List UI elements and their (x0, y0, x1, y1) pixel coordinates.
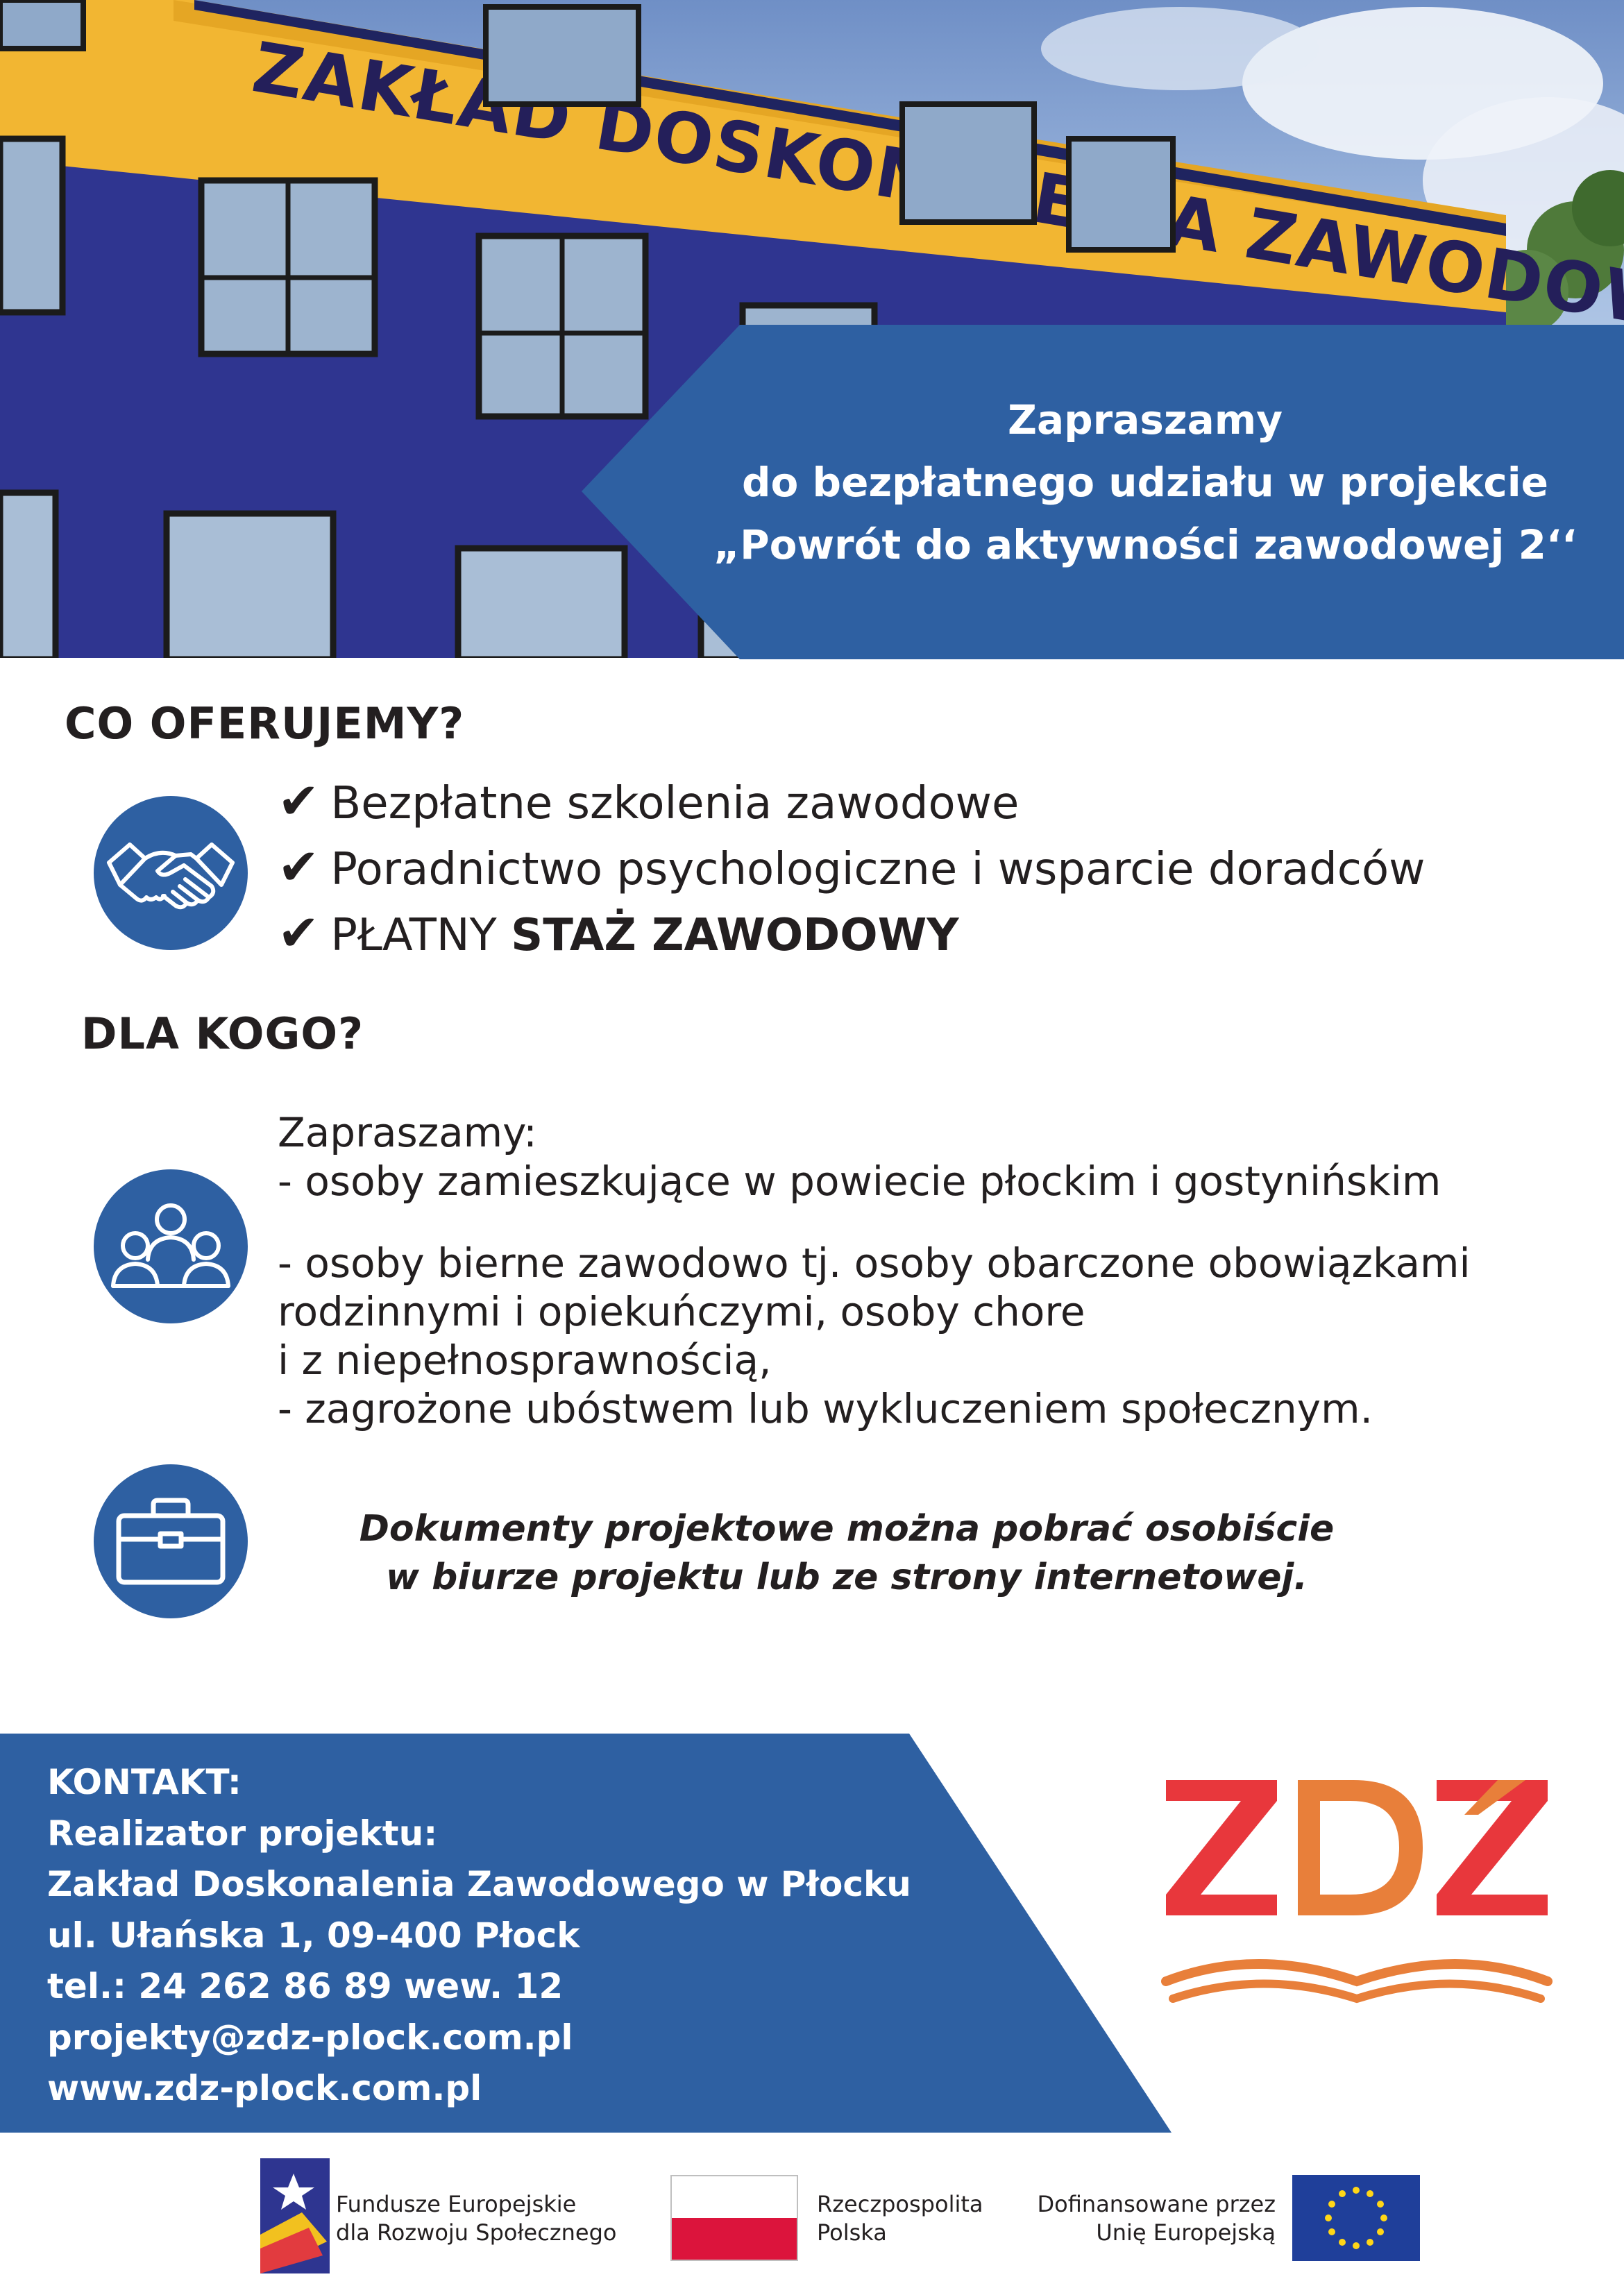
offer-heading: CO OFERUJEMY? (65, 698, 465, 749)
contact-phone[interactable]: tel.: 24 262 86 89 wew. 12 (47, 1966, 564, 2006)
fe-line-1: Fundusze Europejskie (336, 2191, 577, 2217)
handshake-icon (94, 796, 248, 950)
rp-line-1: Rzeczpospolita (817, 2191, 983, 2217)
people-group-icon (94, 1169, 248, 1323)
target-line-family: rodzinnymi i opiekuńczymi, osoby chore (278, 1288, 1085, 1335)
rp-line-2: Polska (817, 2219, 887, 2246)
contact-website[interactable]: www.zdz-plock.com.pl (47, 2068, 482, 2108)
facade-sign-text: ZAKŁAD ZAWODOWEGO (247, 26, 1624, 373)
check-icon: ✔ (278, 772, 320, 830)
contact-heading: KONTAKT: (47, 1762, 242, 1802)
documents-note (298, 1505, 1395, 1602)
contact-email[interactable]: projekty@zdz-plock.com.pl (47, 2017, 573, 2058)
documents-line-2: w biurze projektu lub ze strony internetowej. (385, 1557, 1308, 1598)
offer-item-training (278, 772, 1019, 830)
rp-logo-text (817, 2190, 983, 2247)
target-line-disability: i z niepełnosprawnością, (278, 1337, 772, 1384)
fe-logo-icon (260, 2158, 330, 2273)
offer-item-label: Bezpłatne szkolenia zawodowe (330, 778, 1020, 829)
eu-logo-text (1037, 2190, 1276, 2247)
offer-item-bold: STAŻ ZAWODOWY (511, 910, 959, 961)
fe-line-2: dla Rozwoju Społecznego (336, 2219, 617, 2246)
target-line-inactive: - osoby bierne zawodowo tj. osoby obarczone obowiązkami (278, 1239, 1471, 1287)
target-line-exclusion: - zagrożone ubóstwem lub wykluczeniem społecznym. (278, 1385, 1373, 1432)
target-heading: DLA KOGO? (81, 1008, 364, 1059)
check-icon: ✔ (278, 904, 320, 962)
eu-flag-icon (1292, 2175, 1420, 2261)
fe-logo-text (336, 2190, 616, 2247)
eu-line-1: Dofinansowane przez (1037, 2191, 1276, 2217)
contact-block (47, 1757, 911, 2115)
contact-organizer-label: Realizator projektu: (47, 1813, 438, 1854)
target-line-residents: - osoby zamieszkujące w powiecie płockim i gostynińskim (278, 1158, 1441, 1205)
invite-line-1: Zapraszamy (1007, 396, 1283, 443)
contact-address: ul. Ułańska 1, 09-400 Płock (47, 1915, 580, 1956)
invite-line-2: do bezpłatnego udziału w projekcie (742, 459, 1548, 506)
check-icon: ✔ (278, 838, 320, 896)
polish-flag-icon (670, 2175, 798, 2261)
offer-item-counseling (278, 838, 1425, 896)
offer-item-internship (278, 904, 959, 962)
offer-item-prefix: PŁATNY (330, 910, 511, 961)
contact-organizer-name: Zakład Doskonalenia Zawodowego w Płocku (47, 1864, 911, 1904)
target-intro: Zapraszamy: (278, 1109, 537, 1156)
open-book-icon (1159, 1773, 1555, 2009)
invite-line-3: „Powrót do aktywności zawodowej 2‘‘ (713, 521, 1578, 568)
offer-item-label: Poradnictwo psychologiczne i wsparcie doradców (330, 844, 1426, 895)
briefcase-icon (94, 1464, 248, 1618)
zdz-logo (1159, 1773, 1555, 2009)
documents-line-1: Dokumenty projektowe można pobrać osobiście (359, 1508, 1335, 1550)
eu-line-2: Unię Europejską (1096, 2219, 1276, 2246)
invite-text (645, 389, 1624, 576)
